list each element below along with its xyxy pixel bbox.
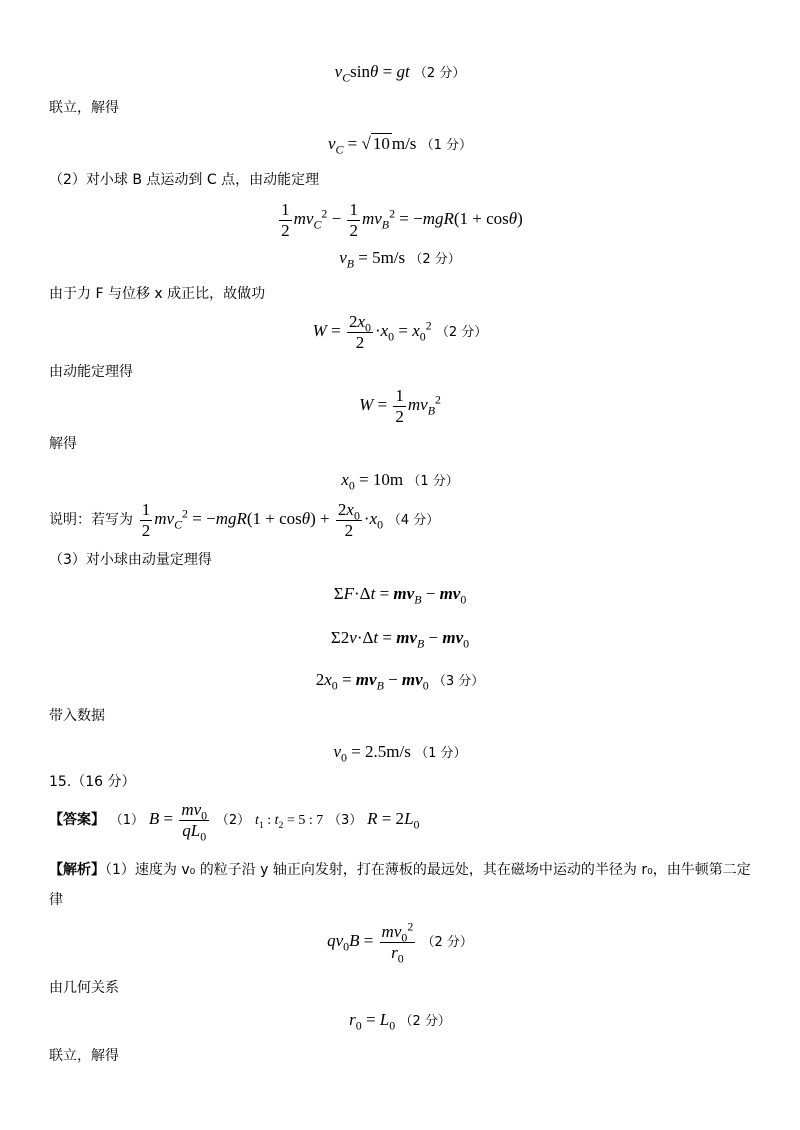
score: （1 分） [407,474,459,489]
score: （3 分） [432,674,485,689]
answer-part-2: （2） [215,812,251,828]
score: （2 分） [435,324,488,340]
equation-vc-value [0,134,800,157]
text-lianli: 联立，解得 [49,100,119,116]
equation-vb-value: $v_B = 5m/s$ （2 分） [339,248,461,271]
equation-v0: $v_0 = 2.5m/s$ （1 分） [333,742,467,765]
question-15-header: 15.（16 分） [49,774,136,790]
score: （2 分） [409,252,461,267]
note-line: 说明：若写为 $\frac{1}{2}$ $mv_C^2 = -mgR(1 + \cos\theta)$ + $\frac{2x_0}{2}$ $\cdot x_0$ （4 分） [49,500,440,540]
text-geometry: 由几何关系 [49,980,119,996]
answer-line: 【答案】 （1） B = $\frac{mv_0}{qL_0}$ （2） $t_1$ : $t_2 = 5$ : 7 （3） $R = 2L_0$ [49,800,420,843]
score: （4 分） [387,512,440,528]
note-label: 说明：若写为 [49,511,133,528]
score: （2 分） [413,66,466,81]
text-lianli-2: 联立，解得 [49,1048,119,1064]
score: （2 分） [399,1014,451,1029]
equation-vc-sin [0,62,800,85]
equation-work: W = $\frac{2x_0}{2}$ $\cdot x_0 = x_0^2$ （2 分） [312,312,488,352]
equation-x0: $x_0 = 10m$ （1 分） [341,470,459,493]
equation-w-half: W = $\frac{1}{2}$ $mv_B^2$ [359,386,441,426]
text-substitute: 带入数据 [49,708,105,724]
analysis-label: 【解析】 [49,862,105,878]
equation-energy-bc: $\frac{1}{2}$ $mv_C^2$ − $\frac{1}{2}$ $mv_B^2 = -mgR(1 + \cos\theta)$ [281,200,523,240]
eq-vc-value: $v_C$ = √ 10 m/s [327,134,417,157]
text-jiede: 解得 [49,436,77,452]
analysis-text-1: （1）速度为 v₀ 的粒子沿 y 轴正向发射，打在薄板的最远处，其在磁场中运动的半径为 r₀，由牛顿第二定 [105,862,751,878]
score: （1 分） [420,138,473,153]
text-energy-theorem: 由动能定理得 [49,364,133,380]
answer-part-1: （1） [109,812,145,828]
equation-r0: $r_0 = L_0$ （2 分） [349,1010,451,1033]
equation-newton: $qv_0B$ = $\frac{mv_0^2}{r_0}$ （2 分） [327,919,473,965]
equation-impulse-3: $2x_0 = mv_B - mv_0$ （3 分） [315,670,485,693]
analysis-line-1 [49,862,751,879]
eq-vc-sin: $v_C\sin\theta$ = gt [334,62,410,85]
score: （2 分） [421,934,473,950]
equation-impulse-1: $\Sigma F\cdot\Delta t = mv_B - mv_0$ [333,584,467,607]
score: （1 分） [415,746,467,761]
answer-part-3: （3） [328,812,363,828]
analysis-line-2: 律 [49,892,63,908]
answer-label: 【答案】 [49,811,105,828]
text-force: 由于力 F 与位移 x 成正比，故做功 [49,286,266,302]
text-part2-intro: （2）对小球 B 点运动到 C 点，由动能定理 [49,172,320,188]
equation-impulse-2: $\Sigma 2v\cdot\Delta t = mv_B - mv_0$ [330,628,470,651]
text-part3-intro: （3）对小球由动量定理得 [49,552,212,568]
